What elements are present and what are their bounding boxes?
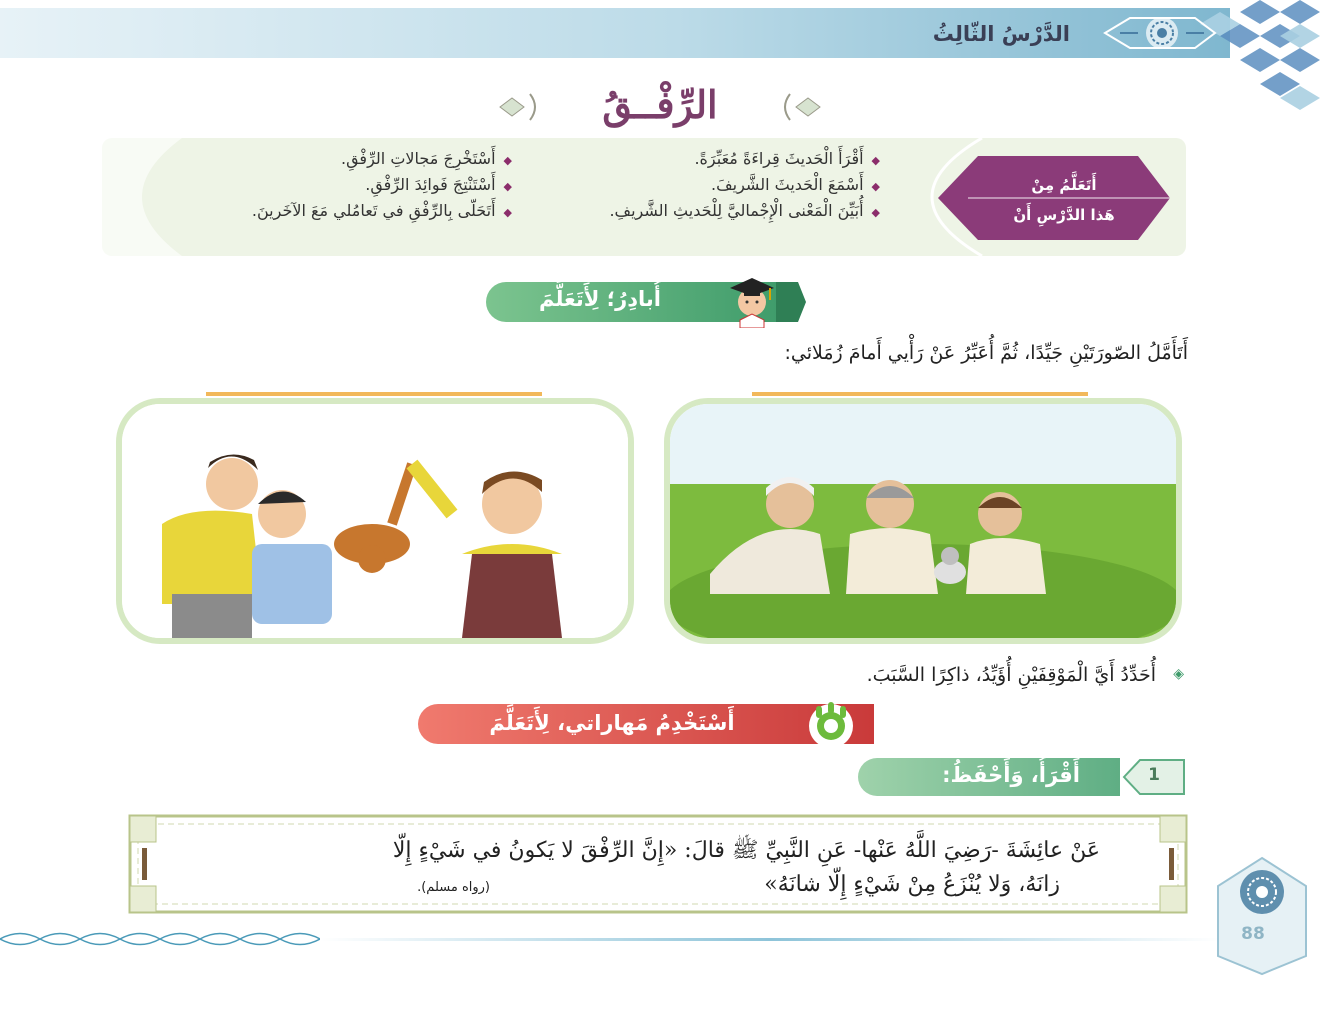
boys-kind-illustration bbox=[670, 404, 1176, 638]
hadith-text-line2: زانَهُ، وَلا يُنْزَعُ مِنْ شَيْءٍ إِلّا شانَهُ» bbox=[764, 872, 1060, 897]
image-tab-right bbox=[752, 392, 1088, 396]
objectives-badge-text bbox=[978, 170, 1150, 230]
objective-item: ◆أَتَحَلّى بِالرِّفْقِ في تَعامُلي مَعَ الآخَرينَ. bbox=[251, 201, 512, 220]
diamond-bullet-icon: ◈ bbox=[1173, 666, 1184, 682]
hadith-source: (رواه مسلم). bbox=[417, 880, 490, 895]
objectives-badge-line2: هَذا الدَّرْسِ أَنْ bbox=[1013, 206, 1115, 224]
question-text: أُحَدِّدُ أَيَّ الْمَوْقِفَيْنِ أُؤَيِّدُ، ذاكِرًا السَّبَبَ. bbox=[866, 664, 1156, 686]
hadith-text-line1: عَنْ عائِشَةَ -رَضِيَ اللَّهُ عَنْها- عَنِ النَّبِيِّ ﷺ قالَ: «إِنَّ الرِّفْقَ لا يَكونُ في شَيْءٍ إِلّا bbox=[392, 838, 1100, 863]
bullet-icon: ◆ bbox=[503, 180, 512, 193]
page-number: 88 bbox=[1241, 924, 1265, 944]
instruction-text: أَتَأَمَّلُ الصّورَتَيْنِ جَيِّدًا، ثُمَّ أُعَبِّرُ عَنْ رَأْيي أَمامَ زُمَلائي: bbox=[784, 342, 1188, 364]
objective-item: ◆أَقْرَأَ الْحَديثَ قِراءَةً مُعَبِّرَةً. bbox=[694, 149, 880, 168]
skills-hand-icon bbox=[804, 700, 858, 748]
objective-item: ◆أَسْتَخْرِجَ مَجالاتِ الرِّفْقِ. bbox=[341, 149, 512, 168]
activity-title: أَقْرَأُ، وَأَحْفَظُ: bbox=[942, 763, 1080, 787]
title-frame bbox=[490, 78, 830, 136]
page-emblem-icon bbox=[1214, 856, 1310, 976]
image-tab-left bbox=[206, 392, 542, 396]
bullet-icon: ◆ bbox=[871, 180, 880, 193]
graduate-student-icon bbox=[722, 268, 782, 328]
objective-item: ◆أَسْمَعَ الْحَديثَ الشَّريفَ. bbox=[711, 175, 880, 194]
section-heading-initiate: أُبادِرُ؛ لِأَتَعَلَّمَ bbox=[539, 287, 661, 311]
bullet-icon: ◆ bbox=[871, 206, 880, 219]
section-heading-skills: أَسْتَخْدِمُ مَهاراتي، لِأَتَعَلَّمَ bbox=[489, 711, 735, 735]
activity-number: 1 bbox=[1148, 765, 1160, 785]
boys-cat-illustration bbox=[122, 404, 628, 638]
objectives-badge-line1: أَتَعَلَّمُ مِنْ bbox=[1031, 176, 1097, 194]
objective-item: ◆أَسْتَنْتِجَ فَوائِدَ الرِّفْقِ. bbox=[365, 175, 512, 194]
illustration-boys-petting-cat bbox=[664, 398, 1182, 644]
bullet-icon: ◆ bbox=[503, 154, 512, 167]
bullet-icon: ◆ bbox=[871, 154, 880, 167]
lesson-ornament-icon bbox=[1100, 10, 1220, 56]
page-title: الرِّفْــقُ bbox=[602, 82, 718, 127]
objective-item: ◆أُبَيِّنَ الْمَعْنى الْإِجْماليَّ لِلْحَديثِ الشَّريفِ. bbox=[609, 201, 880, 220]
bottom-chain-ornament bbox=[0, 928, 320, 950]
bottom-divider bbox=[320, 938, 1220, 941]
illustration-boys-hurting-cat bbox=[116, 398, 634, 644]
lesson-number: الدَّرْسُ الثّالِثُ bbox=[932, 22, 1070, 46]
bullet-icon: ◆ bbox=[503, 206, 512, 219]
